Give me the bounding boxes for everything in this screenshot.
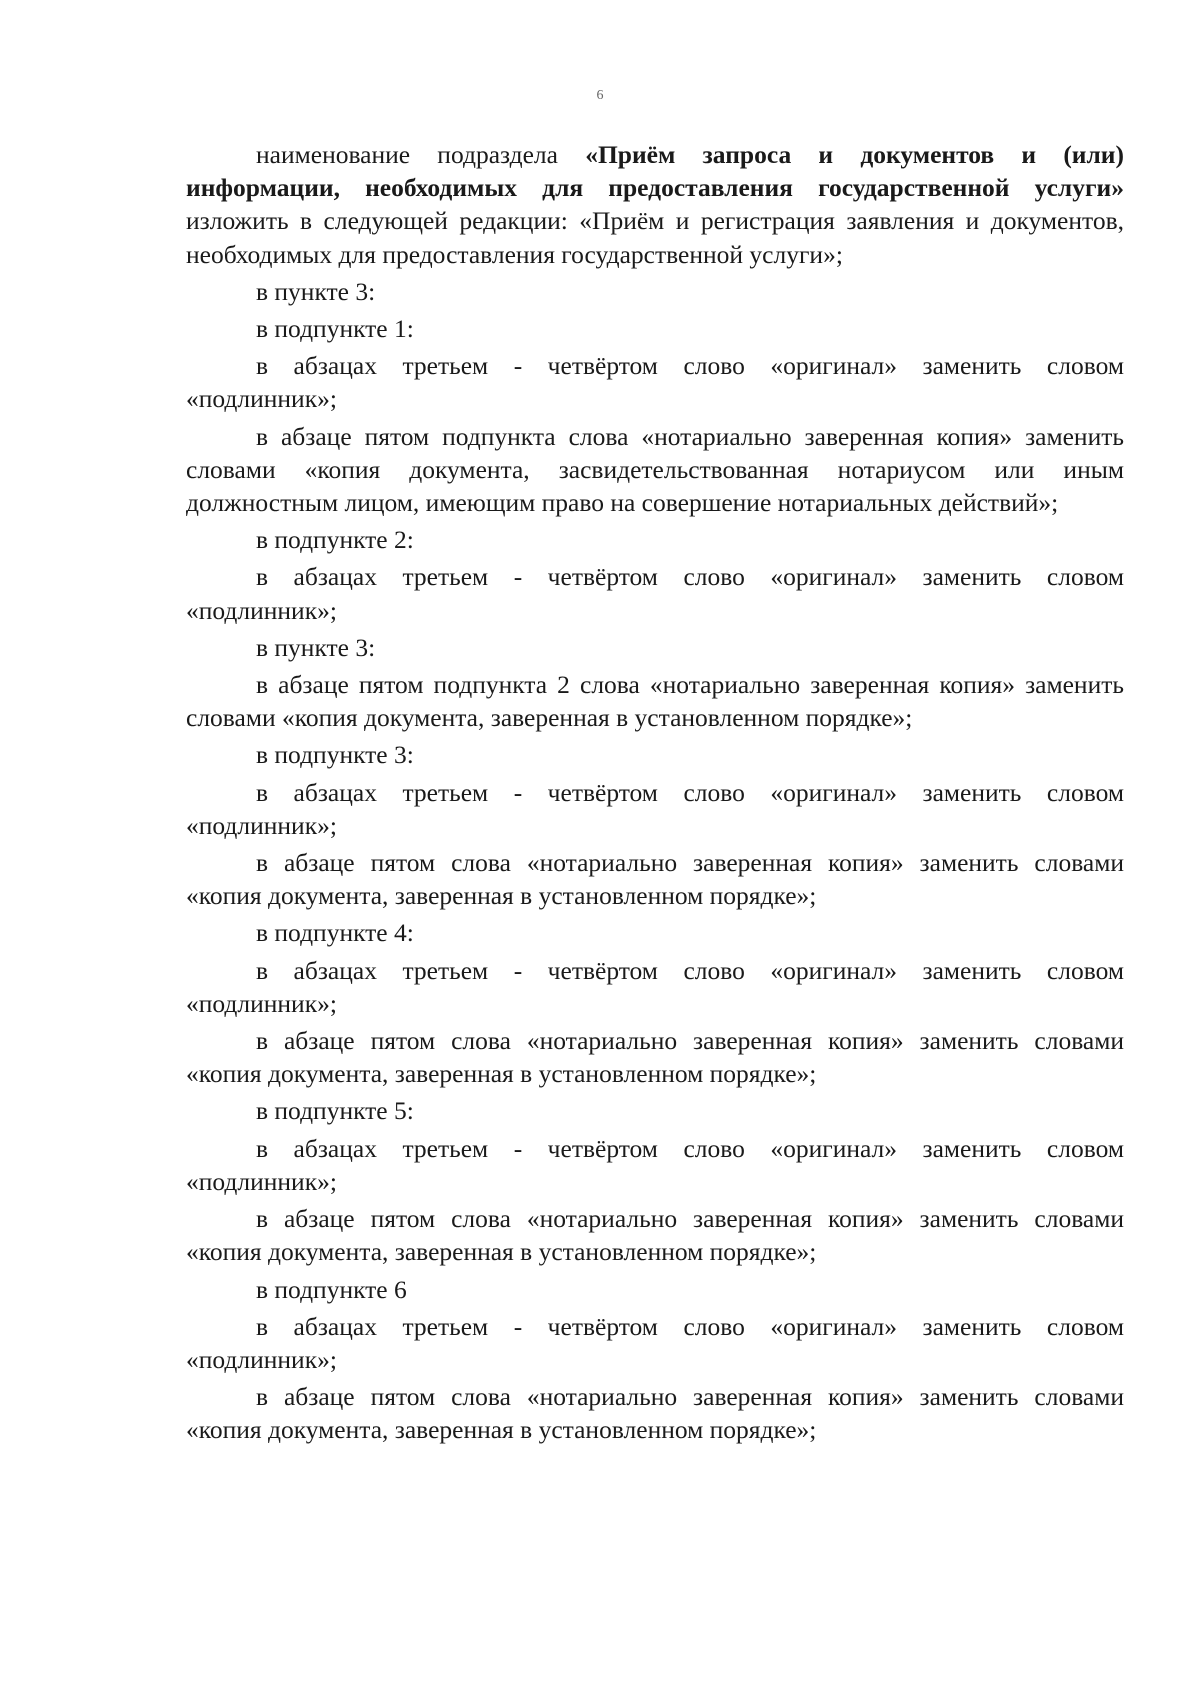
paragraph: в подпункте 2: [256,525,414,555]
paragraph: в подпункте 4: [256,918,414,948]
paragraph: в абзаце пятом слова «нотариально заверенная копия» заменить словами «копия документа, заверенная в установленном порядке»; [186,848,1124,911]
paragraph: в абзацах третьем - четвёртом слово «оригинал» заменить словом «подлинник»; [186,562,1124,625]
paragraph-subsection-title: наименование подраздела «Приём запроса и документов и (или) информации, необходимых для предоставления государственной услуги» изложить в следующей редакции: «Приём и регистрация заявления и документов, необходимых для предоставления государственной услуги»; [186,140,1124,269]
paragraph: в абзацах третьем - четвёртом слово «оригинал» заменить словом «подлинник»; [186,351,1124,414]
paragraph: в абзацах третьем - четвёртом слово «оригинал» заменить словом «подлинник»; [186,955,1124,1018]
bold-subsection-name: «Приём запроса и документов и (или) информации, необходимых для предоставления государственной услуги» [186,140,1124,203]
paragraph: в абзаце пятом подпункта слова «нотариально заверенная копия» заменить словами «копия документа, засвидетельствованная нотариусом или иным должностным лицом, имеющим право на совершение нотариальных действий»; [186,421,1124,518]
paragraph: в абзаце пятом слова «нотариально заверенная копия» заменить словами «копия документа, заверенная в установленном порядке»; [186,1382,1124,1445]
paragraph: в абзацах третьем - четвёртом слово «оригинал» заменить словом «подлинник»; [186,1311,1124,1374]
paragraph: в пункте 3: [256,276,376,306]
paragraph: в абзаце пятом слова «нотариально заверенная копия» заменить словами «копия документа, заверенная в установленном порядке»; [186,1204,1124,1267]
paragraph: в подпункте 5: [256,1096,414,1126]
paragraph: в абзацах третьем - четвёртом слово «оригинал» заменить словом «подлинник»; [186,1133,1124,1196]
paragraph: в подпункте 1: [256,314,414,344]
paragraph: в абзаце пятом слова «нотариально заверенная копия» заменить словами «копия документа, заверенная в установленном порядке»; [186,1026,1124,1089]
paragraph: в подпункте 3: [256,740,414,770]
paragraph: в подпункте 6 [256,1274,407,1304]
paragraph: в абзацах третьем - четвёртом слово «оригинал» заменить словом «подлинник»; [186,777,1124,840]
page-number: 6 [596,88,604,103]
paragraph: в абзаце пятом подпункта 2 слова «нотариально заверенная копия» заменить словами «копия документа, заверенная в установленном порядке»; [186,670,1124,733]
paragraph: в пункте 3: [256,632,376,662]
document-body [186,138,1124,1451]
